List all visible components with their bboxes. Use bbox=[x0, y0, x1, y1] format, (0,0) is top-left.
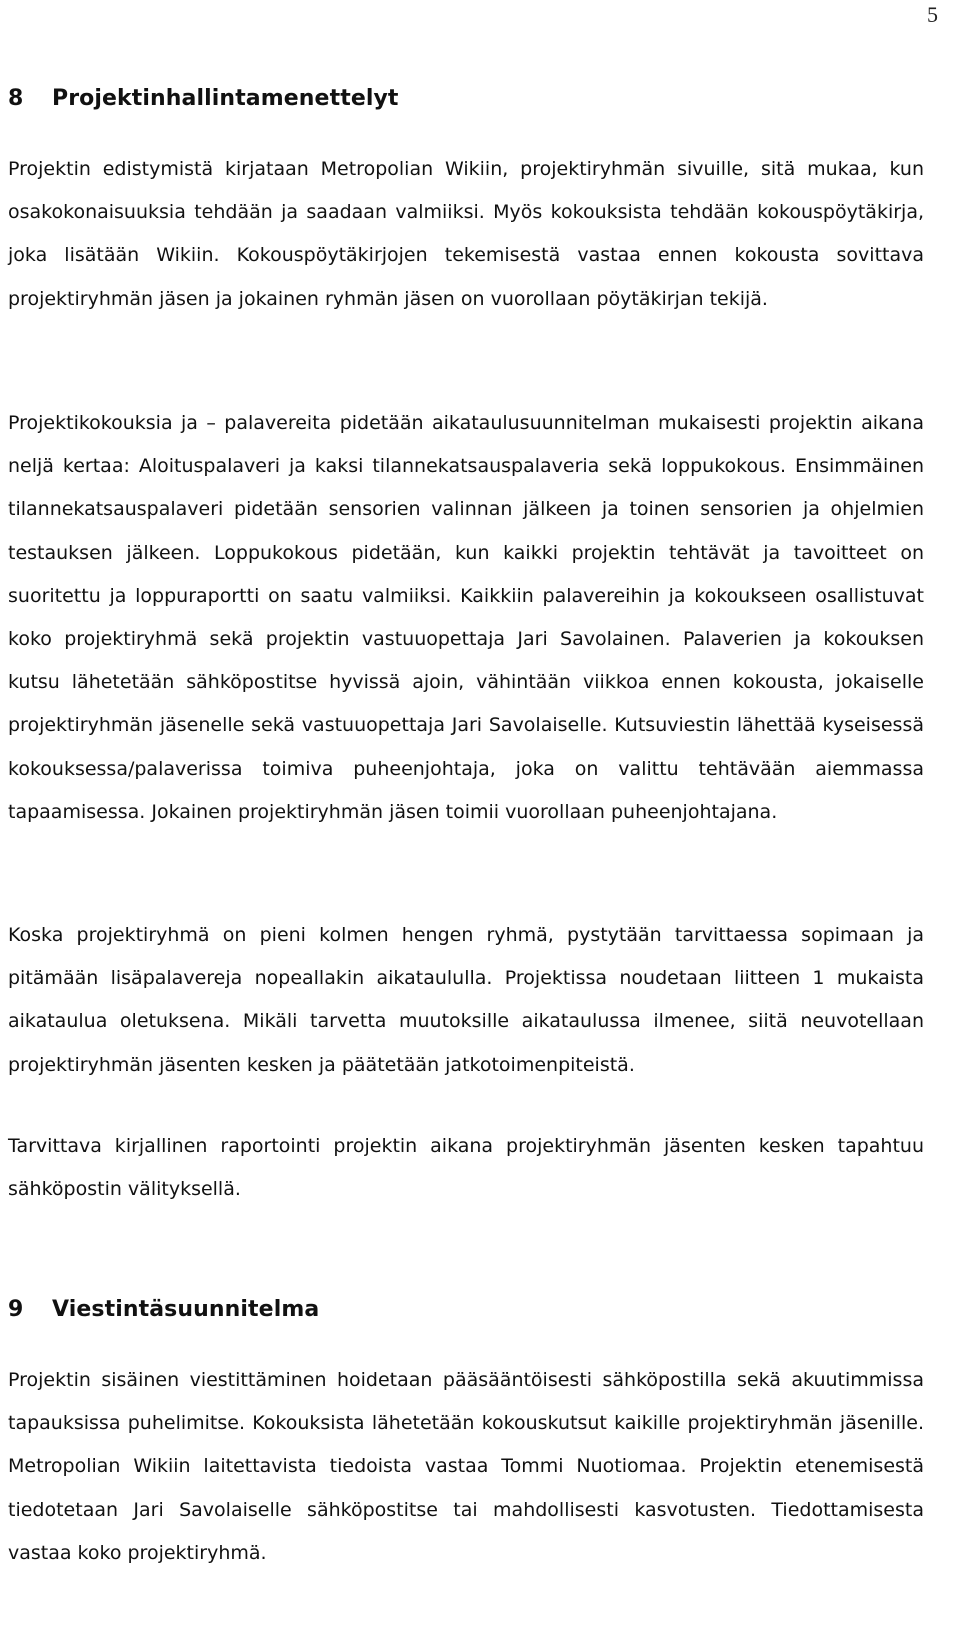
section-title: Viestintäsuunnitelma bbox=[52, 1297, 320, 1322]
paragraph: Projektikokouksia ja – palavereita pidetään aikataulusuunnitelman mukaisesti projektin aikana neljä kertaa: Aloituspalaveri ja kaksi tilannekatsauspalaveria sekä loppukokous. Ensimmäinen tilannekatsauspalaveri pidetään sensorien valinnan jälkeen ja toinen sensorien ja ohjelmien testauksen jälkeen. Loppukokous pidetään, kun kaikki projektin tehtävät ja tavoitteet on suoritettu ja loppuraportti on saatu valmiiksi. Kaikkiin palavereihin ja kokoukseen osallistuvat koko projektiryhmä sekä projektin vastuuopettaja Jari Savolainen. Palaverien ja kokouksen kutsu lähetetään sähköpostitse hyvissä ajoin, vähintään viikkoa ennen kokousta, jokaiselle projektiryhmän jäsenelle sekä vastuuopettaja Jari Savolaiselle. Kutsuviestin lähettää kyseisessä kokouksessa/palaverissa toimiva puheenjohtaja, joka on valittu tehtävään aiemmassa tapaamisessa. Jokainen projektiryhmän jäsen toimii vuorollaan puheenjohtajana. bbox=[8, 412, 924, 823]
paragraph: Tarvittava kirjallinen raportointi projektin aikana projektiryhmän jäsenten kesken tapahtuu sähköpostin välityksellä. bbox=[8, 1135, 924, 1201]
section-heading bbox=[8, 86, 399, 111]
page-number: 5 bbox=[927, 2, 938, 27]
paragraph: Projektin edistymistä kirjataan Metropolian Wikiin, projektiryhmän sivuille, sitä mukaa, kun osakokonaisuuksia tehdään ja saadaan valmiiksi. Myös kokouksista tehdään kokouspöytäkirja, joka lisätään Wikiin. Kokouspöytäkirjojen tekemisestä vastaa ennen kokousta sovittava projektiryhmän jäsen ja jokainen ryhmän jäsen on vuorollaan pöytäkirjan tekijä. bbox=[8, 158, 924, 310]
section-number: 9 bbox=[8, 1297, 24, 1322]
paragraph: Koska projektiryhmä on pieni kolmen hengen ryhmä, pystytään tarvittaessa sopimaan ja pitämään lisäpalavereja nopeallakin aikataululla. Projektissa noudetaan liitteen 1 mukaista aikataulua oletuksena. Mikäli tarvetta muutoksille aikataulussa ilmenee, siitä neuvotellaan projektiryhmän jäsenten kesken ja päätetään jatkotoimenpiteistä. bbox=[8, 924, 924, 1076]
section-title: Projektinhallintamenettelyt bbox=[52, 86, 399, 111]
section-number: 8 bbox=[8, 86, 24, 111]
paragraph: Projektin sisäinen viestittäminen hoidetaan pääsääntöisesti sähköpostilla sekä akuutimmissa tapauksissa puhelimitse. Kokouksista lähetetään kokouskutsut kaikille projektiryhmän jäsenille. Metropolian Wikiin laitettavista tiedoista vastaa Tommi Nuotiomaa. Projektin etenemisestä tiedotetaan Jari Savolaiselle sähköpostitse tai mahdollisesti kasvotusten. Tiedottamisesta vastaa koko projektiryhmä. bbox=[8, 1369, 924, 1564]
section-heading bbox=[8, 1297, 319, 1322]
